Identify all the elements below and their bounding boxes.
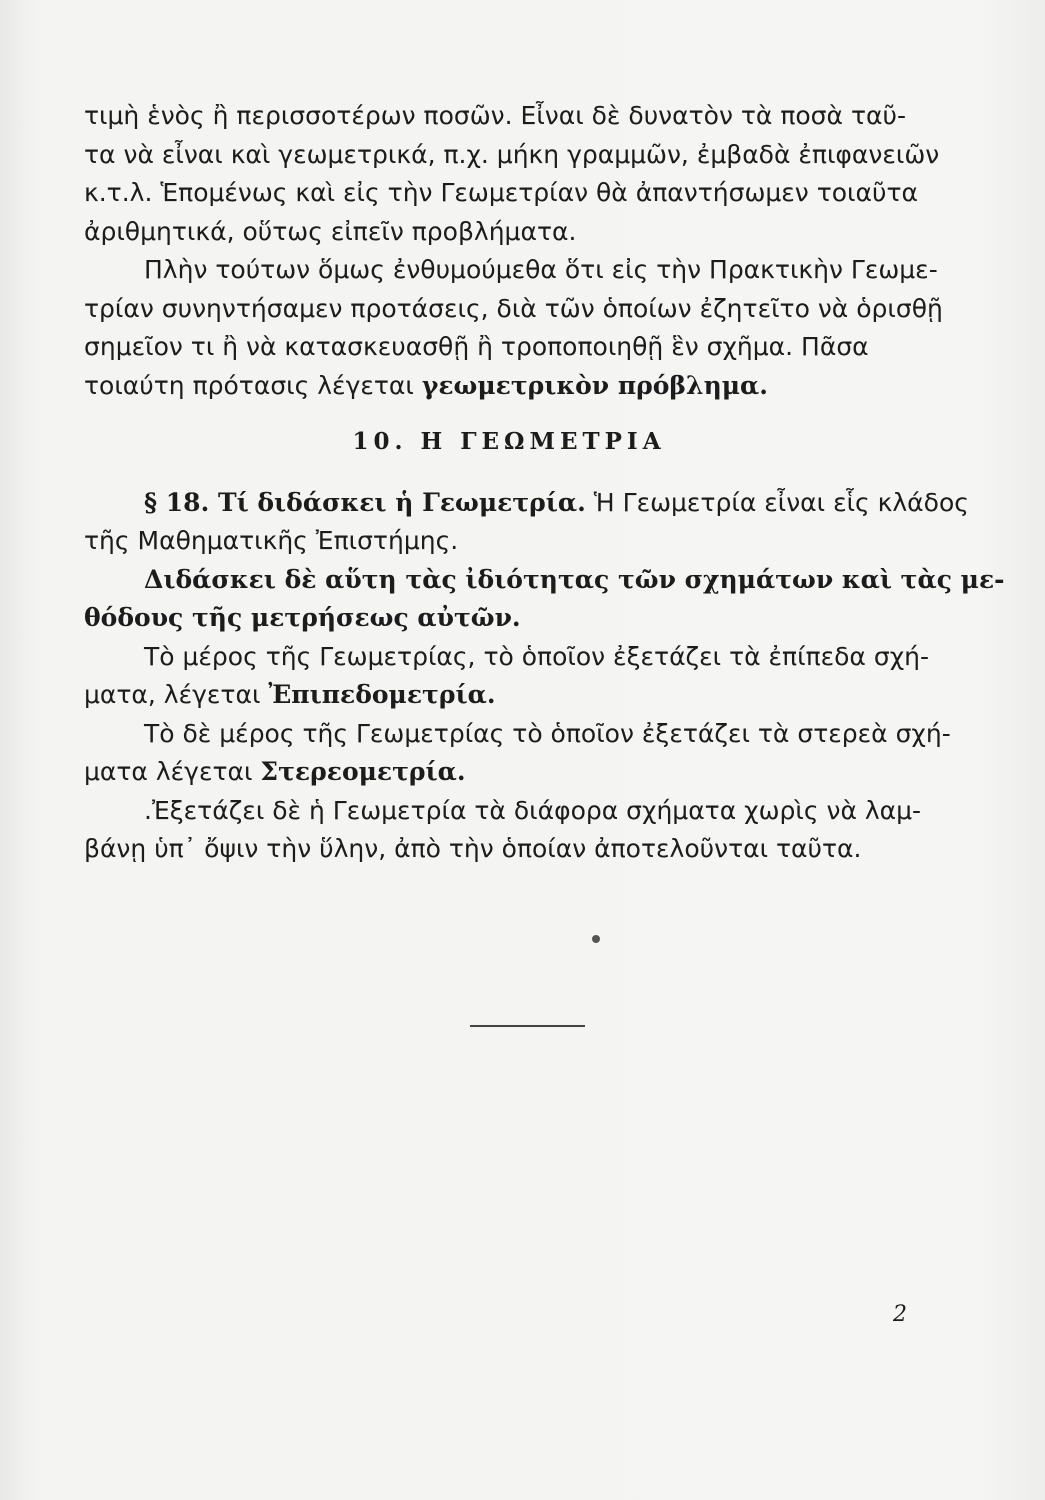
text-line: τα νὰ εἶναι καὶ γεωμετρικά, π.χ. μήκη γραμμῶν, ἐμβαδὰ ἐπιφανειῶν [84,139,940,169]
text-line: Πλὴν τούτων ὅμως ἐνθυμούμεθα ὅτι εἰς τὴν Πρακτικὴν Γεωμε- [144,255,938,284]
page-text [84,97,1005,869]
text-line [84,676,934,715]
text-fragment: ματα λέγεται [84,757,261,786]
text-line [84,753,934,792]
text-line: τιμὴ ἑνὸς ἢ περισσοτέρων ποσῶν. Εἶναι δὲ δυνατὸν τὰ ποσὰ ταῦ- [84,101,906,130]
text-fragment: τοιαύτη πρότασις λέγεται [84,370,422,400]
text-line [84,367,934,406]
term-bold: γεωμετρικὸν πρόβλημα. [421,370,768,400]
text-line: βάνῃ ὑπ᾽ ὄψιν τὴν ὕλην, ἀπὸ τὴν ὁποίαν ἀποτελοῦνται ταῦτα. [84,834,862,863]
text-line: σημεῖον τι ἢ νὰ κατασκευασθῇ ἢ τροποποιηθῇ ἓν σχῆμα. Πᾶσα [84,332,869,361]
text-line: τῆς Μαθηματικῆς Ἐπιστήμης. [84,526,459,555]
bold-line: θόδους τῆς μετρήσεως αὐτῶν. [84,603,521,632]
end-rule [470,1025,585,1027]
term-bold: Ἐπιπεδομετρία. [268,680,496,709]
text-line: Τὸ μέρος τῆς Γεωμετρίας, τὸ ὁποῖον ἐξετάζει τὰ ἐπίπεδα σχή- [144,641,930,671]
section-title: § 18. Τί διδάσκει ἡ Γεωμετρία. [144,487,586,517]
bold-line: Διδάσκει δὲ αὕτη τὰς ἰδιότητας τῶν σχημάτων καὶ τὰς με- [144,564,1005,594]
text-line [84,484,969,523]
text-fragment: ματα, λέγεται [84,680,269,709]
text-line: ἀριθμητικά, οὕτως εἰπεῖν προβλήματα. [84,216,577,246]
text-line: κ.τ.λ. Ἑπομένως καὶ εἰς τὴν Γεωμετρίαν θὰ ἀπαντήσωμεν τοιαῦτα [84,178,918,207]
chapter-heading: 10. Η ΓΕΩΜΕΤΡΙΑ [352,428,666,455]
text-line: Τὸ δὲ μέρος τῆς Γεωμετρίας τὸ ὁποῖον ἐξετάζει τὰ στερεὰ σχή- [144,718,951,748]
text-fragment: Ἡ Γεωμετρία εἶναι εἷς κλάδος [585,487,969,517]
term-bold: Στερεομετρία. [260,757,466,786]
text-line: .Ἐξετάζει δὲ ἡ Γεωμετρία τὰ διάφορα σχήματα χωρὶς νὰ λαμ- [144,795,922,825]
ink-spot [592,935,600,943]
text-line: τρίαν συνηντήσαμεν προτάσεις, διὰ τῶν ὁποίων ἐζητεῖτο νὰ ὁρισθῇ [84,293,943,323]
page-number: 2 [893,1302,907,1327]
